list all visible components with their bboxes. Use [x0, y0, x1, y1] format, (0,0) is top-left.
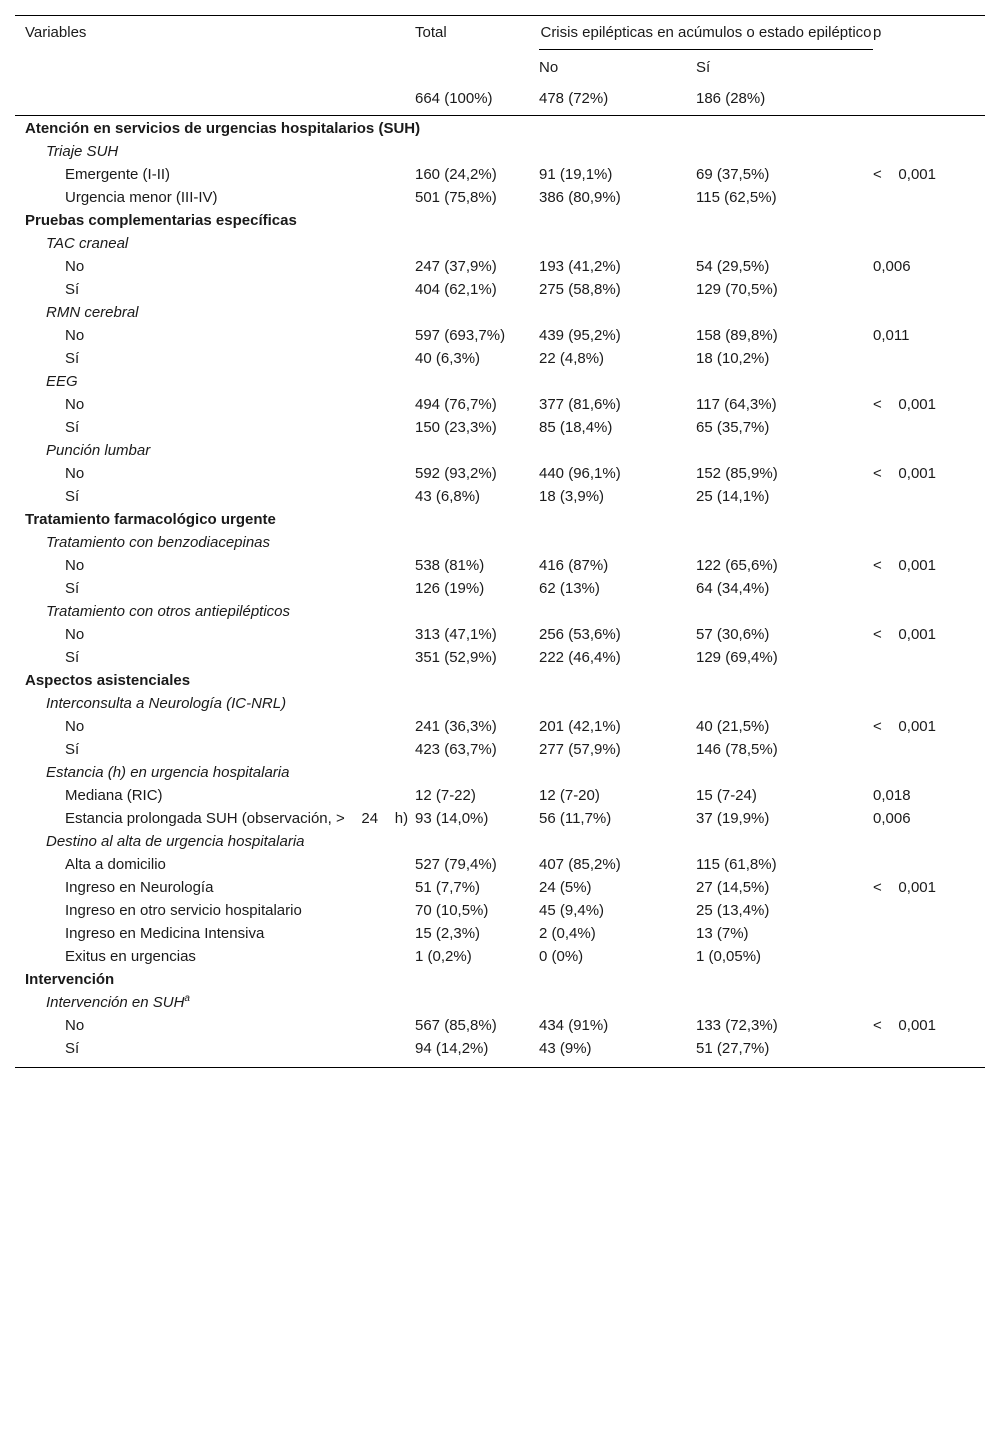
- row-label: No: [65, 557, 85, 574]
- total-cell: 94 (14,2%): [415, 1036, 539, 1068]
- no-cell: 22 (4,8%): [539, 350, 605, 367]
- total-cell: 247 (37,9%): [415, 258, 497, 275]
- header-total: Total: [415, 16, 539, 50]
- table-row: [15, 277, 985, 300]
- p-value-cell: [873, 898, 985, 921]
- total-cell: 70 (10,5%): [415, 902, 489, 919]
- section-title: Pruebas complementarias específicas: [25, 212, 297, 229]
- row-label: Emergente (I-II): [65, 166, 171, 183]
- si-cell: 129 (70,5%): [696, 281, 778, 298]
- p-value-cell: [873, 1036, 985, 1068]
- section-row: [15, 116, 985, 140]
- total-cell: 40 (6,3%): [415, 350, 481, 367]
- footnote-marker: a: [184, 993, 190, 1004]
- subgroup-row: [15, 139, 985, 162]
- table-row: [15, 737, 985, 760]
- no-cell: 24 (5%): [539, 879, 592, 896]
- no-cell: 43 (9%): [539, 1036, 696, 1068]
- row-label: Exitus en urgencias: [65, 948, 196, 965]
- no-cell: 56 (11,7%): [539, 810, 612, 827]
- total-cell: 501 (75,8%): [415, 189, 497, 206]
- header-n-si: 186 (28%): [696, 78, 873, 116]
- table-row: [15, 898, 985, 921]
- no-cell: 2 (0,4%): [539, 925, 596, 942]
- si-cell: 146 (78,5%): [696, 741, 778, 758]
- table-row: [15, 484, 985, 507]
- subgroup-title: Destino al alta de urgencia hospitalaria: [46, 833, 305, 850]
- table-row: [15, 162, 985, 185]
- table-row: [15, 806, 985, 829]
- p-value-cell: [873, 852, 985, 875]
- si-cell: 115 (62,5%): [696, 189, 777, 206]
- p-value-cell: [873, 346, 985, 369]
- header-subrow: [15, 50, 985, 79]
- row-label: Sí: [65, 350, 80, 367]
- no-cell: 416 (87%): [539, 557, 609, 574]
- total-cell: 538 (81%): [415, 557, 485, 574]
- p-value-cell: 0,006: [873, 810, 911, 827]
- p-value-cell: < 0,001: [873, 465, 936, 482]
- p-value-cell: [873, 185, 985, 208]
- table-row: [15, 254, 985, 277]
- p-value-cell: [873, 415, 985, 438]
- subgroup-title: Triaje SUH: [46, 143, 119, 160]
- table-row: [15, 1013, 985, 1036]
- subgroup-title: Interconsulta a Neurología (IC-NRL): [46, 695, 287, 712]
- subgroup-title: RMN cerebral: [46, 304, 139, 321]
- si-cell: 152 (85,9%): [696, 465, 778, 482]
- si-cell: 158 (89,8%): [696, 327, 778, 344]
- si-cell: 133 (72,3%): [696, 1017, 778, 1034]
- table-row: [15, 346, 985, 369]
- row-label: No: [65, 1017, 85, 1034]
- no-cell: 193 (41,2%): [539, 258, 621, 275]
- table-row: [15, 783, 985, 806]
- subgroup-title-text: Intervención en SUH: [46, 994, 185, 1011]
- si-cell: 25 (14,1%): [696, 488, 770, 505]
- table-row: [15, 1036, 985, 1068]
- header-variables: Variables: [15, 16, 415, 50]
- no-cell: 386 (80,9%): [539, 189, 621, 206]
- si-cell: 117 (64,3%): [696, 396, 777, 413]
- si-cell: 25 (13,4%): [696, 902, 770, 919]
- total-cell: 1 (0,2%): [415, 948, 472, 965]
- total-cell: 423 (63,7%): [415, 741, 497, 758]
- subgroup-title: Punción lumbar: [46, 442, 151, 459]
- p-value-cell: [873, 737, 985, 760]
- results-table: [15, 15, 985, 1068]
- row-label: Sí: [65, 649, 80, 666]
- header-p: p: [873, 16, 985, 50]
- no-cell: 256 (53,6%): [539, 626, 621, 643]
- no-cell: 0 (0%): [539, 948, 584, 965]
- si-cell: 13 (7%): [696, 925, 749, 942]
- si-cell: 69 (37,5%): [696, 166, 770, 183]
- section-title: Intervención: [25, 971, 115, 988]
- no-cell: 45 (9,4%): [539, 902, 605, 919]
- p-value-cell: [873, 944, 985, 967]
- no-cell: 62 (13%): [539, 580, 600, 597]
- table-row: [15, 622, 985, 645]
- si-cell: 122 (65,6%): [696, 557, 778, 574]
- subgroup-title: EEG: [46, 373, 78, 390]
- total-cell: 126 (19%): [415, 580, 485, 597]
- subgroup-row: [15, 990, 985, 1013]
- no-cell: 18 (3,9%): [539, 488, 605, 505]
- p-value-cell: < 0,001: [873, 1017, 936, 1034]
- si-cell: 1 (0,05%): [696, 948, 762, 965]
- total-cell: 51 (7,7%): [415, 879, 481, 896]
- total-cell: 313 (47,1%): [415, 626, 497, 643]
- no-cell: 277 (57,9%): [539, 741, 621, 758]
- p-value-cell: < 0,001: [873, 557, 936, 574]
- section-row: [15, 967, 985, 990]
- si-cell: 18 (10,2%): [696, 350, 770, 367]
- row-label: Sí: [65, 488, 80, 505]
- p-value-cell: < 0,001: [873, 718, 936, 735]
- p-value-cell: [873, 576, 985, 599]
- no-cell: 439 (95,2%): [539, 327, 621, 344]
- subgroup-row: [15, 530, 985, 553]
- no-cell: 407 (85,2%): [539, 856, 621, 873]
- header-n-total: 664 (100%): [415, 78, 539, 116]
- section-row: [15, 208, 985, 231]
- table-row: [15, 645, 985, 668]
- table-row: [15, 921, 985, 944]
- section-row: [15, 668, 985, 691]
- row-label: Sí: [65, 281, 80, 298]
- row-label: No: [65, 258, 85, 275]
- row-label: Ingreso en otro servicio hospitalario: [65, 902, 302, 919]
- p-value-cell: < 0,001: [873, 879, 936, 896]
- si-cell: 64 (34,4%): [696, 580, 770, 597]
- no-cell: 377 (81,6%): [539, 396, 621, 413]
- si-cell: 37 (19,9%): [696, 810, 770, 827]
- si-cell: 40 (21,5%): [696, 718, 770, 735]
- total-cell: 150 (23,3%): [415, 419, 497, 436]
- si-cell: 15 (7-24): [696, 787, 757, 804]
- table-row: [15, 875, 985, 898]
- total-cell: 160 (24,2%): [415, 166, 497, 183]
- subgroup-row: [15, 369, 985, 392]
- total-cell: 351 (52,9%): [415, 649, 497, 666]
- no-cell: 434 (91%): [539, 1017, 609, 1034]
- subgroup-row: [15, 760, 985, 783]
- table-row: [15, 576, 985, 599]
- header-row: [15, 16, 985, 50]
- row-label: No: [65, 718, 85, 735]
- subgroup-title: Tratamiento con otros antiepilépticos: [46, 603, 291, 620]
- table-row: [15, 392, 985, 415]
- total-cell: 597 (693,7%): [415, 327, 506, 344]
- si-cell: 115 (61,8%): [696, 856, 777, 873]
- p-value-cell: < 0,001: [873, 396, 936, 413]
- row-label: No: [65, 626, 85, 643]
- no-cell: 440 (96,1%): [539, 465, 621, 482]
- subgroup-row: [15, 599, 985, 622]
- row-label: Sí: [65, 580, 80, 597]
- subgroup-title: Estancia (h) en urgencia hospitalaria: [46, 764, 290, 781]
- no-cell: 275 (58,8%): [539, 281, 621, 298]
- row-label: No: [65, 327, 85, 344]
- si-cell: 27 (14,5%): [696, 879, 770, 896]
- si-cell: 129 (69,4%): [696, 649, 778, 666]
- row-label: Mediana (RIC): [65, 787, 163, 804]
- header-n-no: 478 (72%): [539, 78, 696, 116]
- p-value-cell: [873, 645, 985, 668]
- subgroup-row: [15, 231, 985, 254]
- section-title: Atención en servicios de urgencias hospitalarios (SUH): [25, 120, 421, 137]
- header-crisis: Crisis epilépticas en acúmulos o estado epiléptico: [539, 16, 873, 50]
- p-value-cell: < 0,001: [873, 166, 936, 183]
- table-row: [15, 852, 985, 875]
- si-cell: 65 (35,7%): [696, 419, 770, 436]
- p-value-cell: [873, 484, 985, 507]
- row-label: Sí: [65, 419, 80, 436]
- total-cell: 592 (93,2%): [415, 465, 497, 482]
- table-row: [15, 185, 985, 208]
- section-title: Tratamiento farmacológico urgente: [25, 511, 276, 528]
- subgroup-title: TAC craneal: [46, 235, 129, 252]
- row-label: Ingreso en Medicina Intensiva: [65, 925, 265, 942]
- table-row: [15, 553, 985, 576]
- row-label: Alta a domicilio: [65, 856, 166, 873]
- total-cell: 404 (62,1%): [415, 281, 497, 298]
- p-value-cell: [873, 921, 985, 944]
- p-value-cell: < 0,001: [873, 626, 936, 643]
- no-cell: 91 (19,1%): [539, 166, 613, 183]
- p-value-cell: 0,018: [873, 787, 911, 804]
- p-value-cell: 0,011: [873, 327, 910, 344]
- table-row: [15, 461, 985, 484]
- table-row: [15, 415, 985, 438]
- no-cell: 222 (46,4%): [539, 649, 621, 666]
- subgroup-row: [15, 829, 985, 852]
- section-row: [15, 507, 985, 530]
- row-label: No: [65, 465, 85, 482]
- row-label: Ingreso en Neurología: [65, 879, 214, 896]
- si-cell: 57 (30,6%): [696, 626, 770, 643]
- total-cell: 527 (79,4%): [415, 856, 497, 873]
- total-cell: 43 (6,8%): [415, 488, 481, 505]
- total-cell: 12 (7-22): [415, 787, 476, 804]
- table-row: [15, 944, 985, 967]
- row-label: Sí: [65, 741, 80, 758]
- header-no: No: [539, 59, 559, 76]
- subgroup-title: [15, 990, 985, 1013]
- row-label: Urgencia menor (III-IV): [65, 189, 218, 206]
- row-label: Sí: [15, 1036, 415, 1068]
- subgroup-title: Tratamiento con benzodiacepinas: [46, 534, 271, 551]
- total-cell: 241 (36,3%): [415, 718, 497, 735]
- total-cell: 567 (85,8%): [415, 1017, 497, 1034]
- si-cell: 54 (29,5%): [696, 258, 770, 275]
- table-row: [15, 323, 985, 346]
- subgroup-row: [15, 691, 985, 714]
- header-si: Sí: [696, 59, 711, 76]
- si-cell: 51 (27,7%): [696, 1036, 873, 1068]
- row-label: No: [65, 396, 85, 413]
- section-title: Aspectos asistenciales: [25, 672, 191, 689]
- no-cell: 12 (7-20): [539, 787, 600, 804]
- total-cell: 494 (76,7%): [415, 396, 497, 413]
- total-cell: 93 (14,0%): [415, 810, 489, 827]
- subgroup-row: [15, 438, 985, 461]
- header-counts-row: [15, 78, 985, 116]
- table-row: [15, 714, 985, 737]
- subgroup-row: [15, 300, 985, 323]
- total-cell: 15 (2,3%): [415, 925, 481, 942]
- no-cell: 201 (42,1%): [539, 718, 621, 735]
- row-label: Estancia prolongada SUH (observación, > 24 h): [65, 810, 409, 827]
- p-value-cell: 0,006: [873, 258, 911, 275]
- no-cell: 85 (18,4%): [539, 419, 613, 436]
- p-value-cell: [873, 277, 985, 300]
